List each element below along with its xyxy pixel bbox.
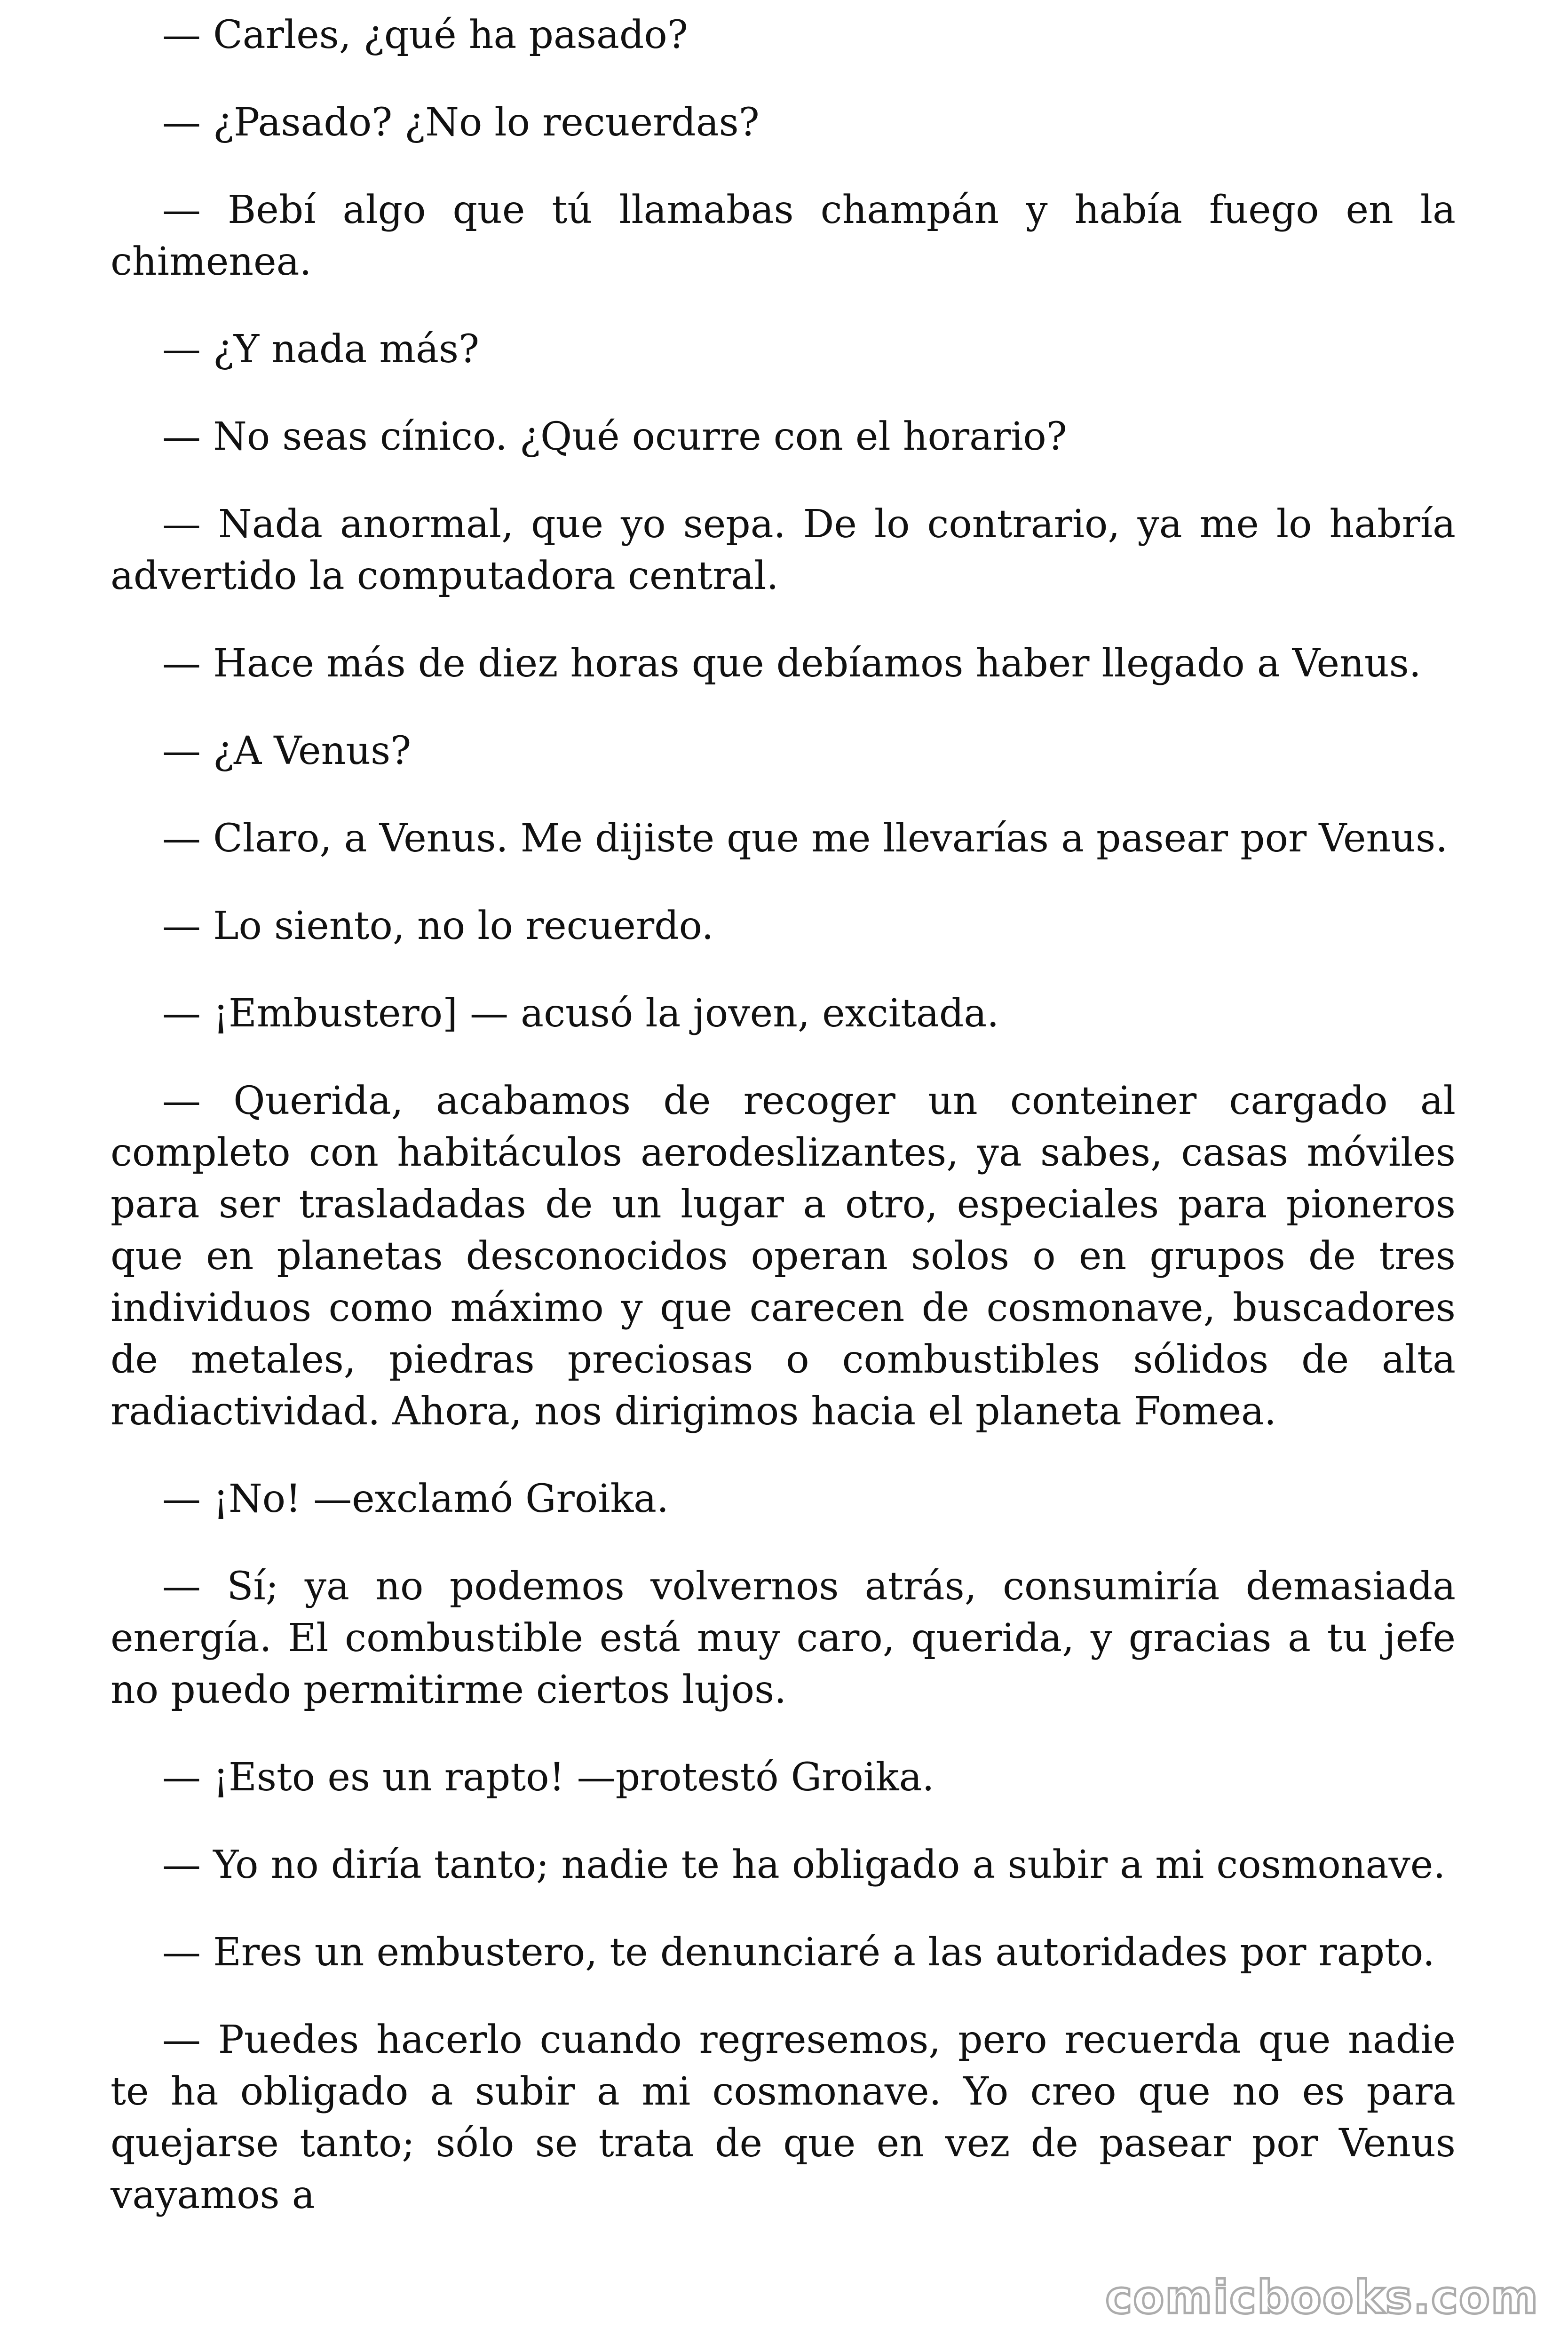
paragraph: — Claro, a Venus. Me dijiste que me llevarías a pasear por Venus. xyxy=(162,816,1448,861)
paragraph: — Puedes hacerlo cuando regresemos, pero recuerda que nadie te ha obligado a subir a mi cosmonave. Yo creo que no es para quejarse tanto; sólo se trata de que en vez de pasear por Venus vayamos a xyxy=(111,2018,1456,2217)
paragraph: — Querida, acabamos de recoger un conteiner cargado al completo con habitáculos aerodeslizantes, ya sabes, casas móviles para ser trasladadas de un lugar a otro, especiales para pioneros que en planetas desconocidos operan solos o en grupos de tres individuos como máximo y que carecen de cosmonave, buscadores de metales, piedras preciosas o combustibles sólidos de alta radiactividad. Ahora, nos dirigimos hacia el planeta Fomea. xyxy=(111,1079,1456,1434)
paragraph: — ¡Embustero] — acusó la joven, excitada. xyxy=(162,991,999,1036)
paragraph: — Yo no diría tanto; nadie te ha obligado a subir a mi cosmonave. xyxy=(162,1843,1446,1887)
paragraph: — Lo siento, no lo recuerdo. xyxy=(162,904,714,948)
paragraph: — ¿A Venus? xyxy=(162,729,412,773)
paragraph: — ¿Y nada más? xyxy=(162,327,480,372)
paragraph: — Nada anormal, que yo sepa. De lo contrario, ya me lo habría advertido la computadora central. xyxy=(111,502,1456,598)
paragraph: — ¡No! —exclamó Groika. xyxy=(162,1477,669,1521)
watermark: comicbooks.com xyxy=(1105,2271,1539,2324)
paragraph: — No seas cínico. ¿Qué ocurre con el horario? xyxy=(162,414,1067,459)
paragraph: — Carles, ¿qué ha pasado? xyxy=(162,13,688,57)
page-text xyxy=(111,9,1456,2257)
paragraph: — Sí; ya no podemos volvernos atrás, consumiría demasiada energía. El combustible está muy caro, querida, y gracias a tu jefe no puedo permitirme ciertos lujos. xyxy=(111,1564,1456,1712)
paragraph: — ¡Esto es un rapto! —protestó Groika. xyxy=(162,1755,934,1800)
paragraph: — Hace más de diez horas que debíamos haber llegado a Venus. xyxy=(162,641,1421,686)
paragraph: — Bebí algo que tú llamabas champán y había fuego en la chimenea. xyxy=(111,188,1456,284)
paragraph: — Eres un embustero, te denunciaré a las autoridades por rapto. xyxy=(162,1930,1435,1975)
paragraph: — ¿Pasado? ¿No lo recuerdas? xyxy=(162,100,760,145)
